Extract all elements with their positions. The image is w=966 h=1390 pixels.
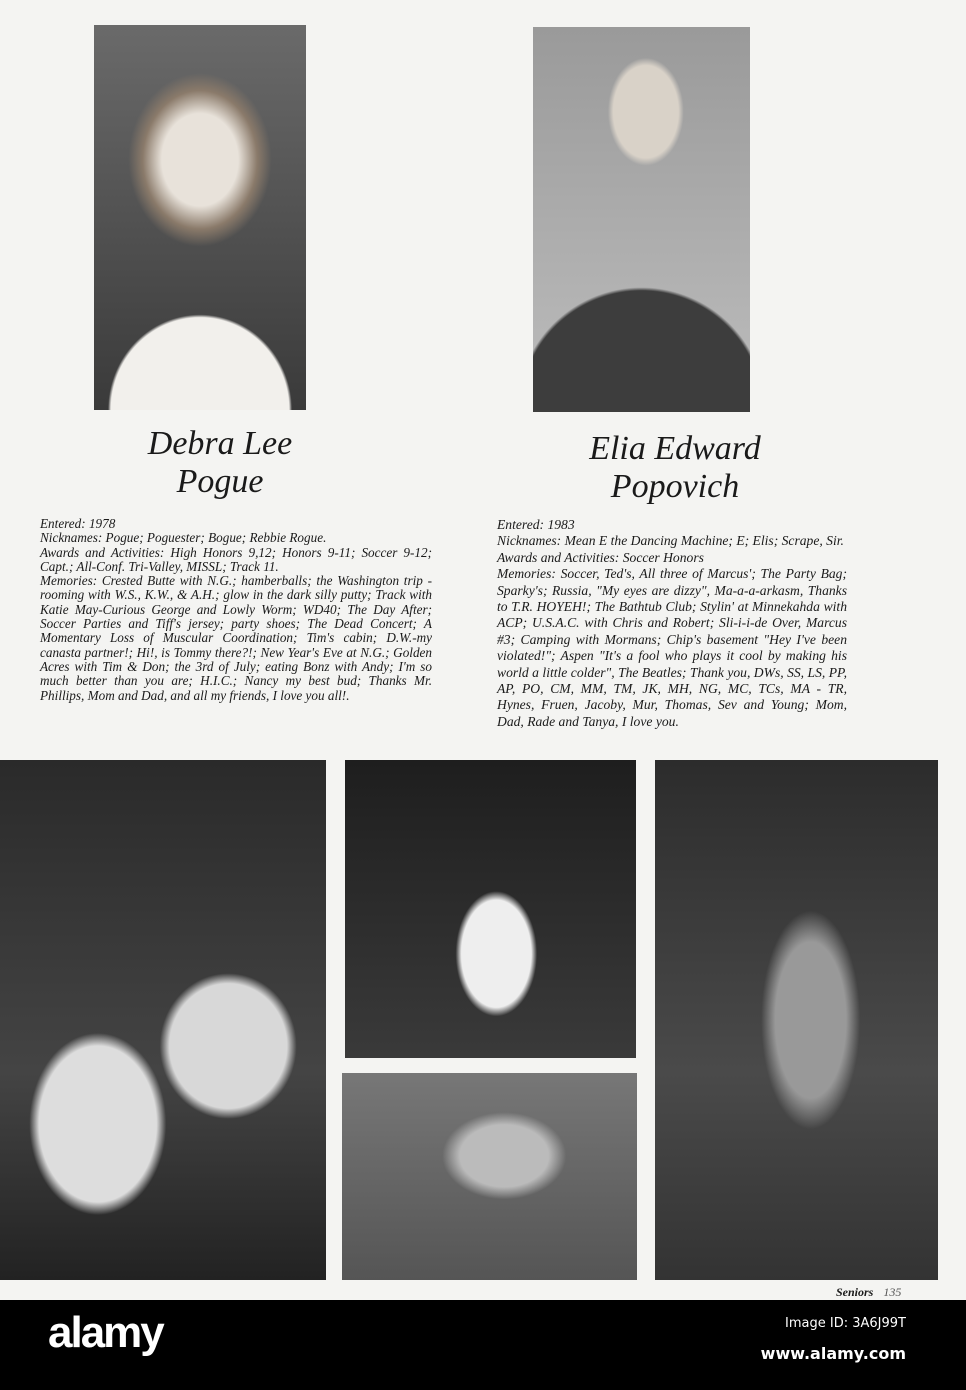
nicknames: Nicknames: Mean E the Dancing Machine; E; Elis; Scrape, Sir. [497,533,844,549]
website-url: www.alamy.com [760,1344,906,1363]
student-name-elia [500,430,850,506]
image-id: Image ID: 3A6J99T [785,1316,906,1331]
awards: Awards and Activities: Soccer Honors [497,549,704,565]
portrait-photo-debra-pogue [94,25,306,410]
awards: Awards and Activities: High Honors 9,12; Honors 9-11; Soccer 9-12; Capt.; All-Conf. Tri-Valley, MISSL; Track 11. [40,544,432,574]
page-footer [836,1285,901,1300]
candid-photo-cross-bearer [345,760,636,1058]
last-name: Popovich [610,468,740,505]
entered: Entered: 1978 [40,516,116,531]
memories: Memories: Crested Butte with N.G.; hamberballs; the Washington trip - rooming with W.S., K.W., & A.H.; glow in the dark silly putty; Track with Katie May-Curious George and Lowly Worm; WD40; The Day After; Soccer Parties and Tiff's jersey; party shoes; The Dead Concert; A Momentary Loss of Muscular Coordination; Tim's cabin; D.W.-my canasta partner!; Hi!, is Tommy there?!; New Year's Eve at N.G.; Golden Acres with Tim & Don; the 3rd of July; eating Bonz with Andy; I'm so much better than you are; H.I.C.; Nancy my best bud; Thanks Mr. Phillips, Mom and Dad, and all my friends, I love you all!. [40,573,432,703]
bio-elia [497,517,847,730]
watermark-band [0,1300,966,1390]
alamy-logo: alamy [48,1308,163,1357]
memories: Memories: Soccer, Ted's, All three of Marcus'; The Party Bag; Sparky's; Russia, "My eyes are dizzy", Ma-a-a-arkasm, Thanks to T.R. HOYEH!; The Bathtub Club; Stylin' at Minnekahda with ACP; U.S.A.C. with Chris and Robert; Sli-i-i-de Over, Marcus #3; Camping with Mormans; Chip's basement "Hey I've been violated!"; Aspen "It's a fool who plays it cool by making his world a little colder", The Beatles; Thank you, DWs, SS, LS, PP, AP, PO, CM, MM, TM, JK, MH, NG, MC, TCs, MA - TR, Hynes, Fruen, Jacoby, Mur, Thomas, Sev and Young; Mom, Dad, Rade and Tanya, I love you. [497,566,847,729]
page-number: 135 [883,1285,902,1299]
first-names: Debra Lee [147,425,293,462]
nicknames: Nicknames: Pogue; Poguester; Bogue; Rebbie Rogue. [40,530,327,546]
section-label: Seniors [836,1285,874,1299]
candid-photo-friends [0,760,326,1280]
portrait-photo-elia-popovich [533,27,750,412]
student-name-debra [60,425,380,501]
entered: Entered: 1983 [497,517,575,532]
first-names: Elia Edward [589,430,761,467]
candid-photo-outdoors [342,1073,637,1280]
last-name: Pogue [176,463,264,500]
candid-photo-books [655,760,938,1280]
bio-debra [40,517,432,703]
